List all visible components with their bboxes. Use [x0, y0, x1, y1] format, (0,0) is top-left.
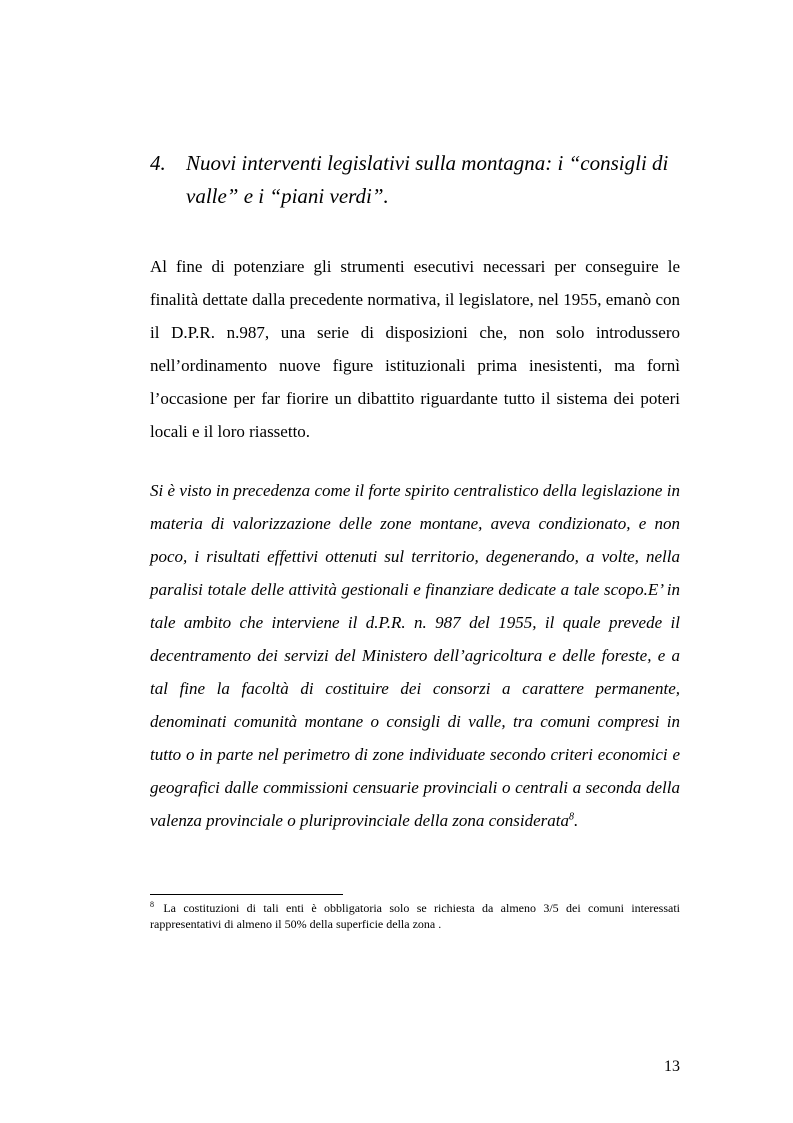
- section-heading: [150, 147, 695, 213]
- footnote-marker: 8: [150, 900, 154, 909]
- footnote-reference[interactable]: 8: [568, 811, 574, 823]
- body-paragraph-2-text: Si è visto in precedenza come il forte spirito centralistico della legislazione in materia di valorizzazione delle zone montane, aveva condizionato, e non poco, i risultati effettivi ottenuti sul territorio, degenerando, a volte, nella paralisi totale delle attività gestionali e finanziare dedicate a tale scopo.E’ in tale ambito che interviene il d.P.R. n. 987 del 1955, il quale prevede il decentramento dei servizi del Ministero dell’agricoltura e delle foreste, e a tal fine la facoltà di costituire dei consorzi a carattere permanente, denominati comunità montane o consigli di valle, tra comuni compresi in tutto o in parte nel perimetro di zone individuate secondo criteri economici e geografici dalle commissioni censuarie provinciali o centrali a seconda della valenza provinciale o pluriprovinciale della zona considerata: [150, 481, 680, 830]
- body-paragraph-2: [150, 474, 680, 837]
- footnote-text: La costituzioni di tali enti è obbligatoria solo se richiesta da almeno 3/5 dei comuni interessati rappresentativi di almeno il 50% della superficie della zona .: [150, 901, 681, 931]
- footnote-separator: [150, 894, 343, 895]
- footnote: [150, 900, 680, 932]
- section-number: 4.: [150, 151, 166, 175]
- section-title: Nuovi interventi legislativi sulla montagna: i “consigli di valle” e i “piani verdi”.: [186, 151, 669, 208]
- paragraph-end-punctuation: .: [573, 811, 579, 830]
- body-paragraph-1: Al fine di potenziare gli strumenti esecutivi necessari per conseguire le finalità dettate dalla precedente normativa, il legislatore, nel 1955, emanò con il D.P.R. n.987, una serie di disposizioni che, non solo introdussero nell’ordinamento nuove figure istituzionali prima inesistenti, ma fornì l’occasione per far fiorire un dibattito riguardante tutto il sistema dei poteri locali e il loro riassetto.: [150, 257, 680, 441]
- page-number: 13: [664, 1058, 680, 1075]
